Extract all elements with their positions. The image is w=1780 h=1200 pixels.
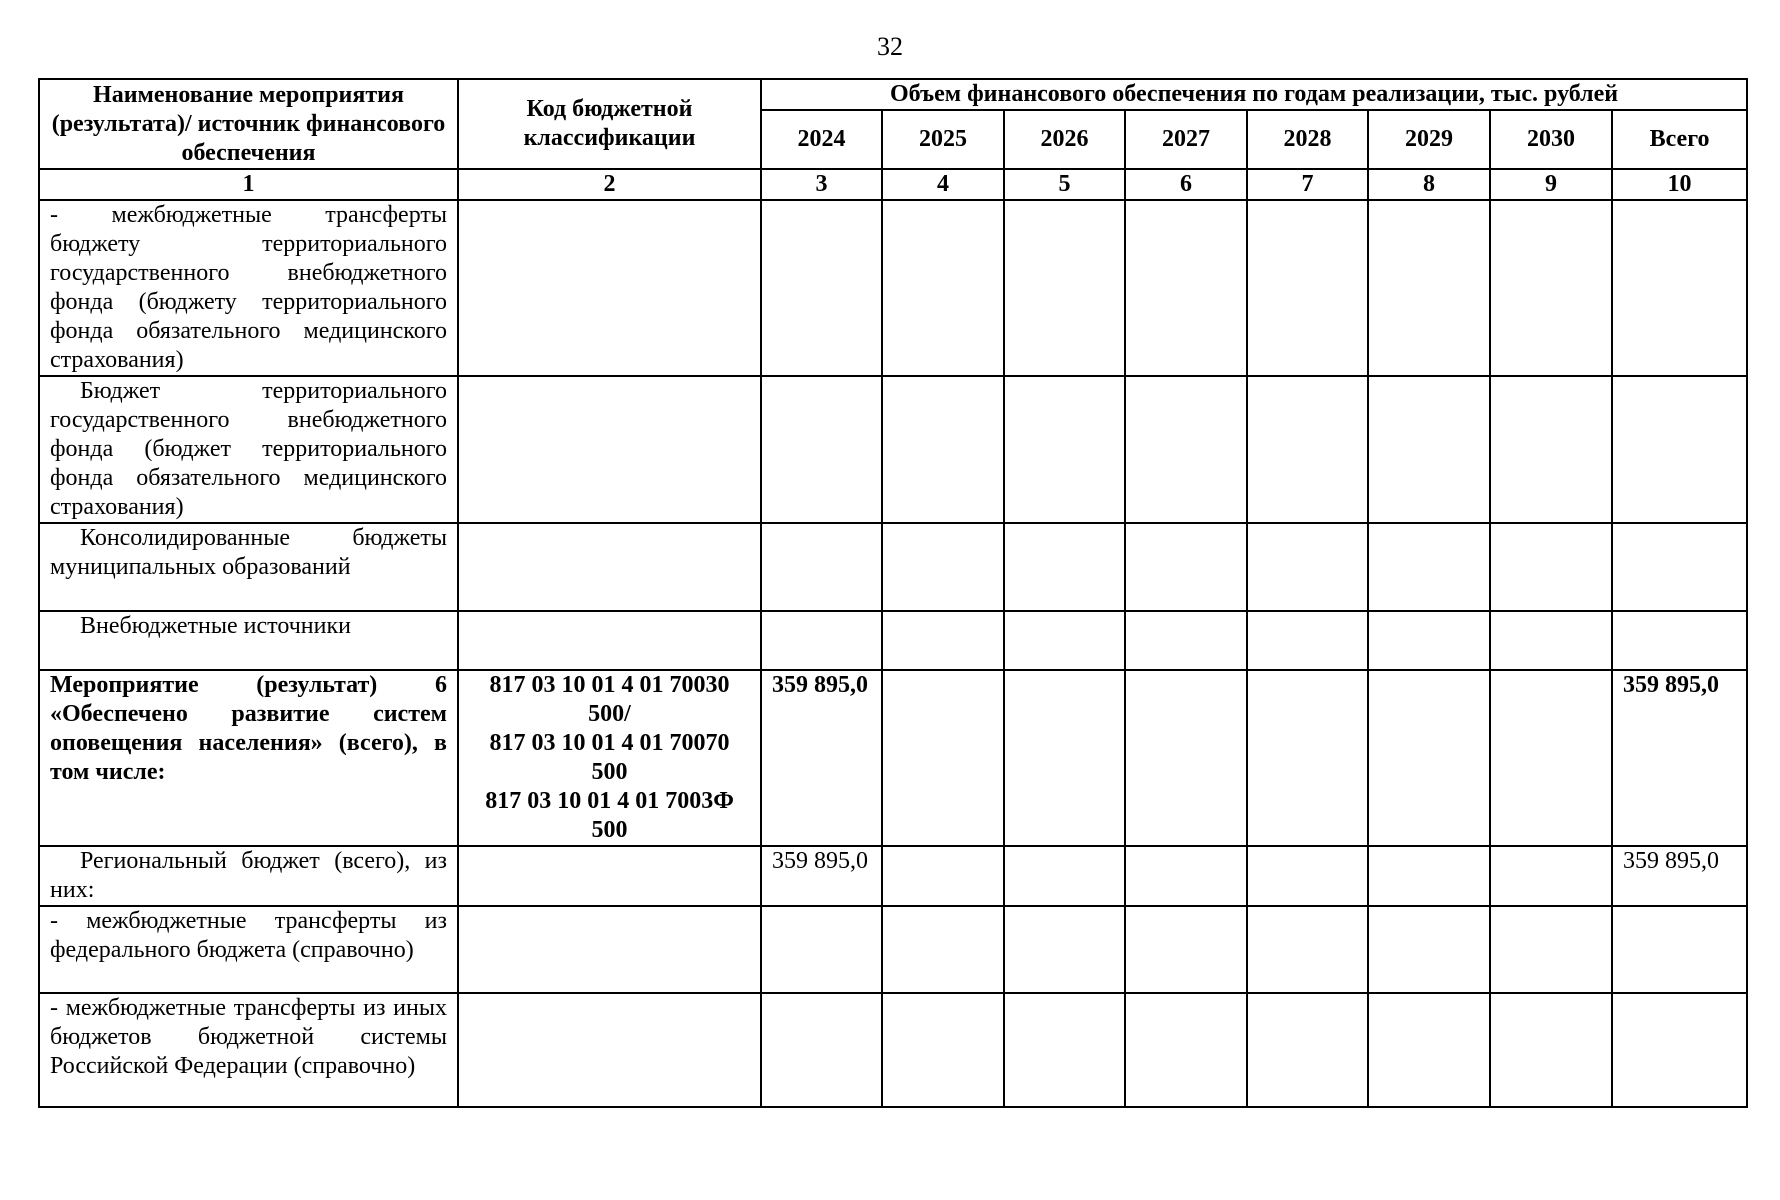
table-row bbox=[39, 376, 1747, 523]
column-number: 4 bbox=[882, 169, 1004, 200]
code-line: 500 bbox=[591, 817, 628, 843]
value-2024 bbox=[761, 200, 882, 376]
column-number: 5 bbox=[1004, 169, 1125, 200]
row-code bbox=[458, 846, 761, 906]
value-total bbox=[1612, 993, 1747, 1107]
column-number: 1 bbox=[39, 169, 458, 200]
value-2024 bbox=[761, 906, 882, 993]
code-line: 500 bbox=[591, 759, 628, 785]
column-number: 2 bbox=[458, 169, 761, 200]
header-year: 2024 bbox=[761, 110, 882, 169]
column-number: 9 bbox=[1490, 169, 1612, 200]
row-code bbox=[458, 611, 761, 670]
table-row bbox=[39, 993, 1747, 1107]
value-2024: 359 895,0 bbox=[761, 670, 882, 846]
row-code bbox=[458, 523, 761, 611]
row-name: Региональный бюджет (всего), из них: bbox=[39, 846, 458, 906]
header-year: 2030 bbox=[1490, 110, 1612, 169]
row-name: Консолидированные бюджеты муниципальных образований bbox=[39, 523, 458, 611]
table-row bbox=[39, 523, 1747, 611]
header-name: Наименование мероприятия (результата)/ источник финансового обеспечения bbox=[39, 79, 458, 169]
value-total bbox=[1612, 611, 1747, 670]
value-total bbox=[1612, 376, 1747, 523]
table-row bbox=[39, 200, 1747, 376]
row-name: - межбюджетные трансферты бюджету территориального государственного внебюджетного фонда (бюджету территориального фонда обязательного медицинского страхования) bbox=[39, 200, 458, 376]
header-year: 2028 bbox=[1247, 110, 1368, 169]
row-code bbox=[458, 200, 761, 376]
value-2024 bbox=[761, 523, 882, 611]
column-number: 6 bbox=[1125, 169, 1247, 200]
table-row bbox=[39, 846, 1747, 906]
header-code: Код бюджетной классификации bbox=[458, 79, 761, 169]
row-name: Бюджет территориального государственного внебюджетного фонда (бюджет территориального фонда обязательного медицинского страхования) bbox=[39, 376, 458, 523]
header-year: 2029 bbox=[1368, 110, 1490, 169]
row-code bbox=[458, 376, 761, 523]
code-line: 817 03 10 01 4 01 7003Ф bbox=[485, 788, 734, 814]
value-2024: 359 895,0 bbox=[761, 846, 882, 906]
header-total: Всего bbox=[1612, 110, 1747, 169]
value-2024 bbox=[761, 611, 882, 670]
header-year: 2026 bbox=[1004, 110, 1125, 169]
value-2024 bbox=[761, 993, 882, 1107]
code-line: 817 03 10 01 4 01 70030 bbox=[489, 672, 730, 698]
value-2024 bbox=[761, 376, 882, 523]
header-year: 2025 bbox=[882, 110, 1004, 169]
table-row bbox=[39, 611, 1747, 670]
row-name: Внебюджетные источники bbox=[39, 611, 458, 670]
row-code bbox=[458, 906, 761, 993]
financing-table bbox=[38, 78, 1748, 1108]
table-row-measure bbox=[39, 670, 1747, 846]
header-year: 2027 bbox=[1125, 110, 1247, 169]
page-number: 32 bbox=[877, 32, 903, 61]
column-number: 8 bbox=[1368, 169, 1490, 200]
value-total: 359 895,0 bbox=[1612, 846, 1747, 906]
column-number: 10 bbox=[1612, 169, 1747, 200]
column-number: 7 bbox=[1247, 169, 1368, 200]
table-row bbox=[39, 906, 1747, 993]
value-total bbox=[1612, 200, 1747, 376]
row-code bbox=[458, 670, 761, 846]
column-number: 3 bbox=[761, 169, 882, 200]
value-total: 359 895,0 bbox=[1612, 670, 1747, 846]
row-name: - межбюджетные трансферты из иных бюджетов бюджетной системы Российской Федерации (справочно) bbox=[39, 993, 458, 1107]
value-total bbox=[1612, 523, 1747, 611]
row-name: Мероприятие (результат) 6 «Обеспечено развитие систем оповещения населения» (всего), в том числе: bbox=[39, 670, 458, 846]
row-name: - межбюджетные трансферты из федерального бюджета (справочно) bbox=[39, 906, 458, 993]
code-line: 500/ bbox=[588, 701, 631, 727]
header-volume: Объем финансового обеспечения по годам реализации, тыс. рублей bbox=[761, 79, 1747, 110]
value-total bbox=[1612, 906, 1747, 993]
row-code bbox=[458, 993, 761, 1107]
code-line: 817 03 10 01 4 01 70070 bbox=[489, 730, 730, 756]
